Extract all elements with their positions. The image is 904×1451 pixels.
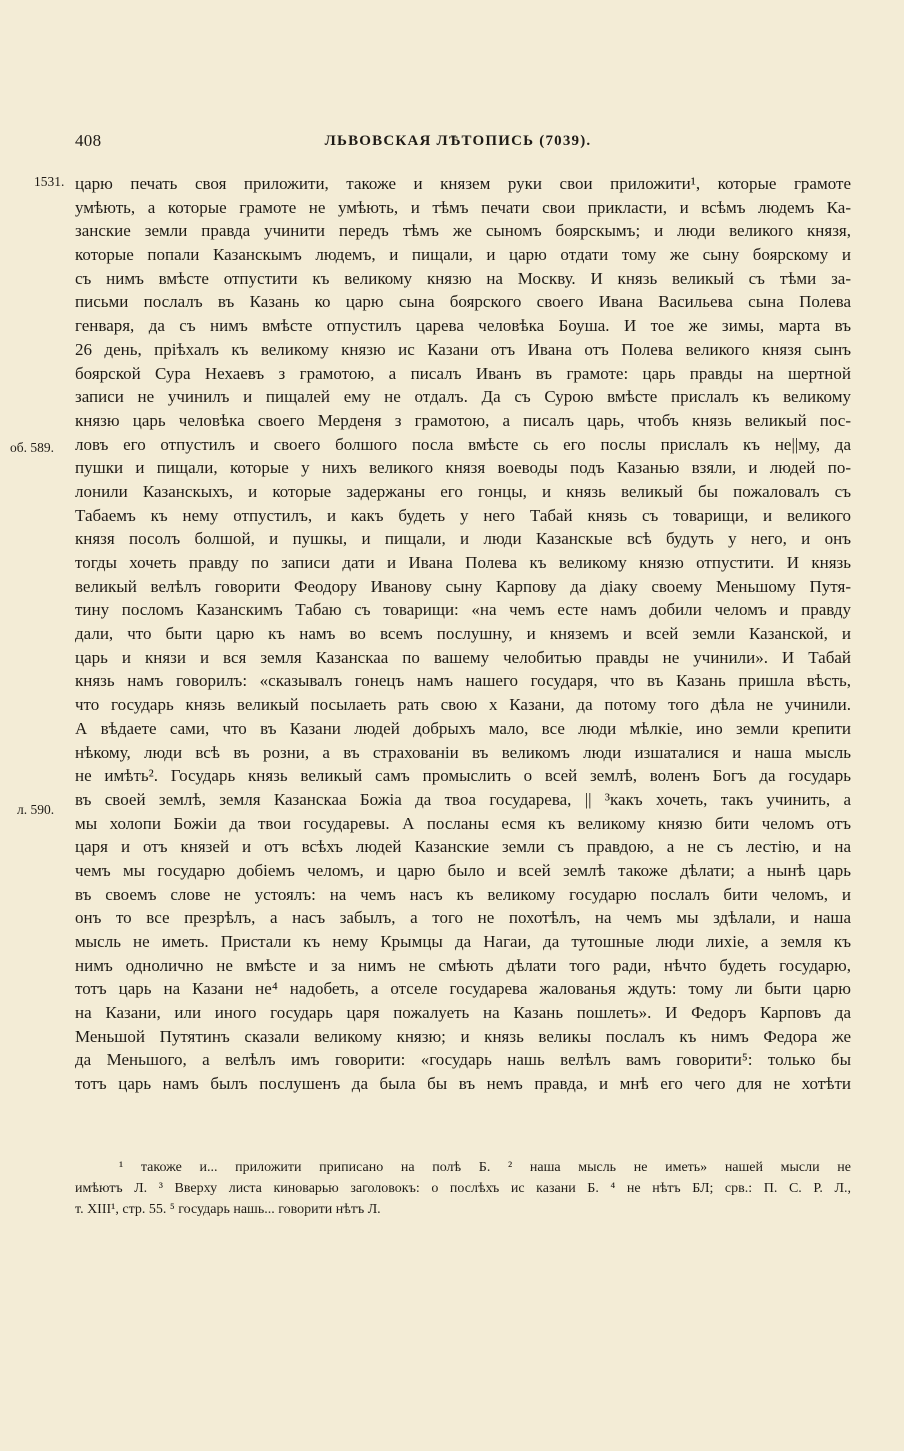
text-line: пушки и пищали, которые у нихъ великого князя воеводы подъ Казанью взяли, и людей по- [75,458,851,478]
text-line: дали, что быти царю къ намъ во всемъ послушну, и княземъ и всей земли Казанской, и [75,624,851,644]
footnote-line: т. XIII¹, стр. 55. ⁵ государь нашь... говорити нѣтъ Л. [75,1202,381,1217]
text-line: тотъ царь на Казани не⁴ надобеть, а отселе государева жалованья ждуть: тому ли быти царю [75,979,851,999]
text-line: царю печать своя приложити, такоже и князем руки свои приложити¹, которые грамоте [75,174,851,193]
text-line: письми послалъ въ Казань ко царю сына боярского своего Ивана Васильева сына Полева [75,292,851,312]
text-line: не имѣть². Государь князь великый самъ промыслить о всей землѣ, воленъ Богъ да государь [75,766,851,786]
text-line: онъ то все презрѣлъ, а насъ забылъ, а того не похотѣлъ, на чемъ мы здѣлали, и наша [75,908,851,928]
footnote-line: ¹ такоже и... приложити приписано на полѣ Б. ² наша мысль не иметь» нашей мысли не [119,1160,851,1175]
text-line: боярской Сура Нехаевъ з грамотою, а писалъ Иванъ въ грамоте: царь правды на шертной [75,363,851,383]
text-line: нимъ однолично не вмѣсте и за нимъ не смѣють дѣлати того ради, нѣчто будеть государю, [75,955,851,975]
main-text [75,172,851,1096]
text-line: нѣкому, люди всѣ въ розни, а въ страхованіи въ великомъ люди изшаталися и наша мысль [75,742,851,762]
text-line: чемъ мы государю добіемъ челомъ, и царю было и всей землѣ такоже дѣлати; а нынѣ царь [75,860,851,880]
text-line: Меньшой Путятинъ сказали великому князю; и князь великы послалъ къ нимъ Федора же [75,1026,851,1046]
text-line: съ нимъ вмѣсте отпустити къ великому князю на Москву. И князь великый съ тѣми за- [75,268,851,288]
text-line: на Казани, или иного государь царя пожалуеть на Казань пошлеть». И Федоръ Карповъ да [75,1003,851,1023]
text-line: да Меньшого, а велѣлъ имъ говорити: «государь нашь велѣлъ вамъ говорити⁵: только бы [75,1050,851,1070]
running-title-text: ЛЬВОВСКАЯ ЛѢТОПИСЬ (7039). [324,133,592,149]
text-line: князя посолъ болшой, и пушкы, и пищали, и люди Казанскые всѣ будуть у него, и онъ [75,529,851,549]
text-line: 26 день, пріѣхалъ къ великому князю ис Казани отъ Ивана отъ Полева великого князя сынъ [75,339,851,359]
text-line: князь намъ говорилъ: «сказывалъ гонецъ намъ нашего государя, что въ Казань пришла вѣсть, [75,671,851,691]
text-line: А вѣдаете сами, что въ Казани людей добрыхъ мало, все люди мѣлкіе, ино земли крепити [75,718,851,738]
margin-folio-590: л. 590. [17,802,55,817]
text-line: тотъ царь намъ былъ послушенъ да была бы въ немъ правда, и мнѣ его чего для не хотѣти [75,1074,851,1094]
text-line: генваря, да съ нимъ вмѣсте отпустилъ царева человѣка Боуша. И тое же зимы, марта въ [75,316,851,336]
margin-year: 1531. [34,174,65,189]
text-line: лонили Казанскыхъ, и которые задержаны его гонцы, и князь великый бы пожаловалъ съ [75,481,851,501]
text-line: умѣють, а которые грамоте не умѣють, и тѣмъ печати свои прикласти, и всѣмъ людемъ Ка- [75,197,851,217]
text-line: записи не учинилъ и пищалей ему не отдалъ. Да съ Сурою вмѣсте прислалъ къ великому [75,387,851,407]
text-line: занские земли правда учинити передъ тѣмъ же сыномъ боярскымъ; и люди великого князя, [75,221,851,241]
text-line: мы холопи Божіи да твои государевы. А посланы есмя къ великому князю бити челомъ отъ [75,813,851,833]
text-line: князю царь человѣка своего Мерденя з грамотою, а писалъ царь, чтобъ князь великый пос- [75,410,851,430]
text-line: которые попали Казанскымъ людемъ, и пищали, и царю отдати тому же сыну боярскому и [75,245,851,265]
footnote-line: имѣютъ Л. ³ Вверху листа киноварью заголовокъ: о послѣхъ ис казани Б. ⁴ не нѣтъ БЛ; срв.: П. С. Р. Л., [75,1181,851,1196]
text-line: тину посломъ Казанскимъ Табаю съ товарищи: «на чемъ есте намъ добили челомъ и правду [75,600,851,620]
text-line: мысль не иметь. Пристали къ нему Крымцы да Нагаи, да тутошные люди лихіе, а земля къ [75,932,851,951]
text-line: великый велѣлъ говорити Феодору Иванову сыну Карпову да діаку своему Меньшому Путя- [75,576,851,596]
page-number: 408 [75,131,102,150]
text-line: ловъ его отпустилъ и своего болшого посла вмѣсте сь его послы прислалъ къ не||му, да [75,434,851,454]
footnotes [75,1157,851,1220]
text-line: тогды хочеть правду по записи дати и Ивана Полева къ великому князю отпустити. И князь [75,553,851,572]
text-line: Табаемъ къ нему отпустилъ, и какъ будеть у него Табай князь съ товарищи, и великого [75,505,851,525]
margin-folio-589: об. 589. [10,440,54,455]
running-title [0,133,904,150]
text-line: что государь князь великый посылаеть рать свою х Казани, да потому того дѣла не учинили. [75,695,851,715]
text-line: въ своемъ слове не устоялъ: на чемъ насъ къ великому государю послалъ бити челомъ, и [75,884,851,904]
text-line: царь и князи и вся земля Казанскаа по вашему челобитью правды не учинили». И Табай [75,647,851,667]
text-line: царя и отъ князей и отъ всѣхъ людей Казанские земли съ правдою, а не съ лестію, и на [75,837,851,857]
text-line: въ своей землѣ, земля Казанскаа Божіа да твоа государева, || ³какъ хочеть, такъ учинить, а [75,789,851,809]
